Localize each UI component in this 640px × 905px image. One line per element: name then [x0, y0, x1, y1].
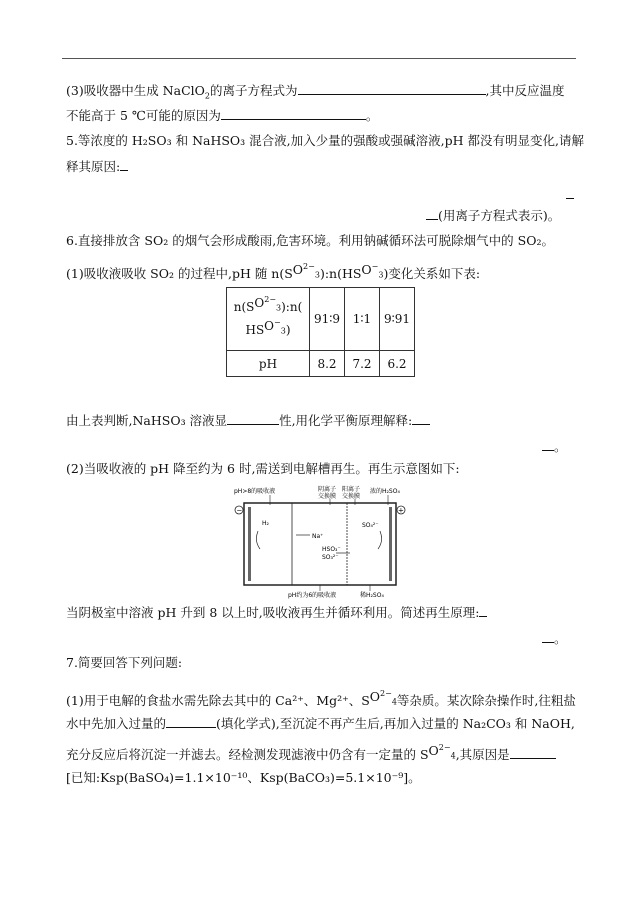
- q3-text: (3)吸收器中生成 NaClO: [66, 83, 205, 98]
- q6-text-2: ):n(HS: [319, 266, 362, 282]
- anode-plate: [389, 507, 392, 581]
- q7-text-6: ,其原因是: [455, 747, 510, 763]
- answer-blank[interactable]: [479, 604, 487, 617]
- sulfite-ion: $O^{2-}_3$: [292, 262, 320, 280]
- ph-ratio-table: [226, 287, 415, 377]
- table-cell: 9∶91: [380, 288, 415, 351]
- q7-line-3: [66, 744, 556, 769]
- q7-text: (1)用于电解的食盐水需先除去其中的 Ca²⁺、Mg²⁺、S: [66, 693, 370, 709]
- q6-intro: 6.直接排放含 SO₂ 的烟气会形成酸雨,危害环境。利用钠碱循环法可脱除烟气中的 SO₂。: [66, 233, 554, 248]
- q7-text-3: 水中先加入过量的: [66, 716, 167, 731]
- q7-line-1: [66, 690, 576, 715]
- label-so3: SO₃²⁻: [322, 554, 339, 561]
- label-cation-membrane-2: 交换膜: [342, 493, 361, 500]
- table-cell-ph-label: pH: [227, 351, 310, 377]
- answer-blank[interactable]: [510, 746, 556, 759]
- q3-text-4: 不能高于 5 ℃可能的原因为: [66, 108, 221, 123]
- label-top-right: 浓的H₂SO₄: [370, 488, 400, 495]
- table-cell: 6.2: [380, 351, 415, 377]
- label-bottom-mid: pH约为6的吸收液: [288, 592, 337, 599]
- label-top-left: pH>8的吸收液: [234, 488, 276, 495]
- h2-arrow: [256, 531, 260, 549]
- answer-blank[interactable]: [298, 82, 486, 95]
- table-header-ratio: $n(SO^{2-}_3):n$( $HSO^-_3$): [227, 288, 310, 351]
- q6-regen-end: 。: [542, 630, 567, 647]
- tank-outline: [244, 503, 396, 585]
- answer-blank[interactable]: [227, 412, 279, 425]
- q3-line-2: [66, 107, 378, 124]
- q7-line-2: [66, 715, 575, 732]
- q3-text-2: 的离子方程式为: [209, 83, 298, 98]
- q3-line-1: [66, 82, 564, 105]
- q7-text-4: (填化学式),至沉淀不再产生后,再加入过量的 Na₂CO₃ 和 NaOH,: [216, 716, 575, 731]
- q6-judge: [66, 412, 430, 429]
- q6-regen: [66, 604, 487, 621]
- q7-text-2: 等杂质。某次除杂操作时,往粗盐: [396, 693, 576, 709]
- label-hso3: HSO₃⁻: [322, 546, 341, 553]
- q6-part2: (2)当吸收液的 pH 降至约为 6 时,需送到电解槽再生。再生示意图如下:: [66, 461, 460, 476]
- bisulfite-ion: $O^-_3$: [361, 262, 384, 280]
- table-cell: 91∶9: [310, 288, 345, 351]
- o2-arrow: [378, 531, 382, 549]
- label-anion-membrane-2: 交换膜: [318, 493, 337, 500]
- header-rule: [62, 58, 576, 59]
- label-na: Na⁺: [312, 533, 324, 540]
- q5-line-3: [426, 207, 560, 224]
- sulfate-ion-2: $O^{2-}_4$: [428, 743, 456, 761]
- q6-text-6: 当阴极室中溶液 pH 升到 8 以上时,吸收液再生并循环利用。简述再生原理:: [66, 605, 480, 620]
- q5-line-2: [66, 158, 128, 175]
- label-bottom-right: 稀H₂SO₄: [360, 592, 384, 599]
- q6-text: (1)吸收液吸收 SO₂ 的过程中,pH 随 n(S: [66, 266, 293, 282]
- answer-blank[interactable]: [566, 186, 574, 199]
- label-anion-membrane: 阴离子: [318, 486, 337, 493]
- q6-text-4: 由上表判断,NaHSO₃ 溶液显: [66, 413, 228, 428]
- answer-blank[interactable]: [412, 412, 430, 425]
- plus-sign: +: [398, 506, 404, 515]
- label-cation-membrane: 阳离子: [342, 486, 361, 493]
- cathode-plate: [248, 507, 251, 581]
- table-cell: 8.2: [310, 351, 345, 377]
- q3-sub: 2: [204, 91, 210, 101]
- q7-line-4: [已知:Ksp(BaSO₄)=1.1×10⁻¹⁰、Ksp(BaCO₃)=5.1×10⁻⁹]。: [66, 770, 421, 785]
- minus-sign: −: [236, 506, 243, 515]
- answer-blank[interactable]: [221, 107, 366, 120]
- label-so4: SO₄²⁻: [362, 522, 379, 529]
- q7-intro: 7.简要回答下列问题:: [66, 655, 183, 670]
- answer-blank[interactable]: [166, 715, 216, 728]
- q6-judge-end: 。: [542, 438, 567, 455]
- q3-text-3: ,其中反应温度: [485, 83, 565, 98]
- q5-text-2: (用离子方程式表示)。: [438, 208, 561, 223]
- q5-line-1: 5.等浓度的 H₂SO₃ 和 NaHSO₃ 混合液,加入少量的强酸或强碱溶液,pH 都没有明显变化,请解: [66, 133, 584, 148]
- sulfate-ion: $O^{2-}_4$: [369, 689, 397, 707]
- table-cell: 7.2: [345, 351, 380, 377]
- q6-part1: [66, 263, 480, 288]
- answer-blank[interactable]: [426, 207, 438, 220]
- answer-blank[interactable]: [120, 158, 128, 171]
- answer-blank[interactable]: [542, 630, 554, 643]
- electrolysis-diagram: [230, 483, 410, 599]
- answer-blank[interactable]: [542, 438, 554, 451]
- label-h2: H₂: [262, 520, 269, 527]
- q3-period: 。: [365, 108, 379, 123]
- q5-text: 释其原因:: [66, 159, 121, 174]
- q6-text-3: )变化关系如下表:: [383, 266, 481, 282]
- table-cell: 1∶1: [345, 288, 380, 351]
- q6-text-5: 性,用化学平衡原理解释:: [279, 413, 413, 428]
- q7-text-5: 充分反应后将沉淀一并滤去。经检测发现滤液中仍含有一定量的 S: [66, 747, 429, 763]
